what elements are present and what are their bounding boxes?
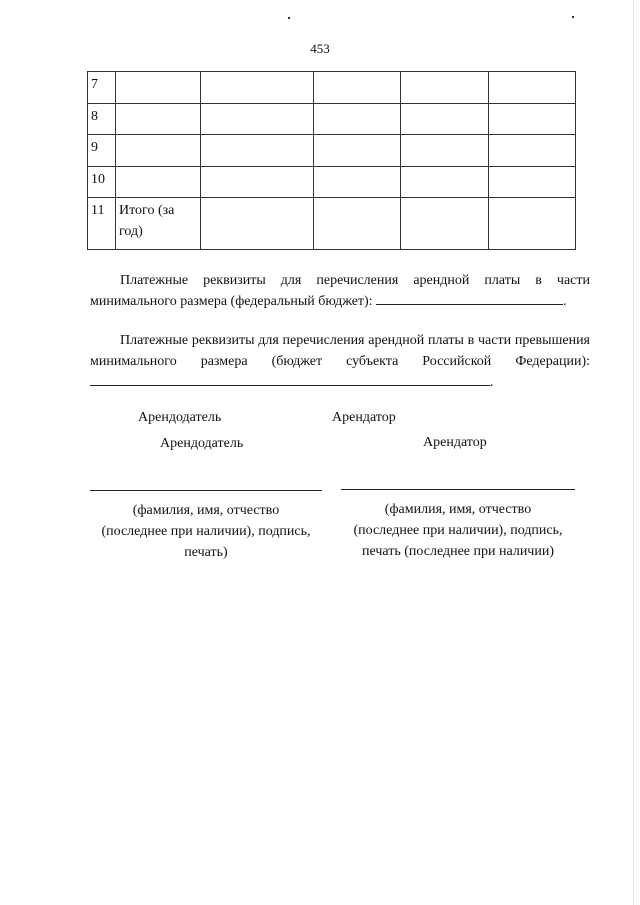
- total-label: Итого (за год): [116, 198, 201, 250]
- table-cell: [201, 72, 314, 104]
- landlord-label: Арендодатель: [138, 410, 222, 425]
- row-number: 8: [88, 104, 116, 135]
- table-cell: [489, 72, 576, 104]
- row-number: 9: [88, 135, 116, 167]
- table-row: [88, 104, 576, 135]
- landlord-signature-line: [90, 490, 322, 491]
- row-number: 7: [88, 72, 116, 104]
- federal-budget-text: Платежные реквизиты для перечисления арендной платы в части минимального размера (федеральный бюджет):: [90, 273, 590, 309]
- row-number: 11: [88, 198, 116, 250]
- regional-budget-paragraph: [90, 330, 590, 393]
- table-cell: [116, 135, 201, 167]
- federal-budget-blank: [376, 291, 563, 305]
- tenant-signature-caption: (фамилия, имя, отчество (последнее при наличии), подпись, печать (последнее при наличии): [353, 502, 563, 559]
- table-cell: [201, 198, 314, 250]
- regional-budget-blank: [90, 372, 490, 386]
- tenant-label: Арендатор: [332, 410, 396, 425]
- scan-artifact-dot: [572, 16, 574, 18]
- table-cell: [489, 198, 576, 250]
- table-cell: [201, 167, 314, 198]
- table-cell: [314, 135, 401, 167]
- table-cell: [401, 72, 489, 104]
- table-cell: [314, 167, 401, 198]
- table-cell: [489, 104, 576, 135]
- table-cell: [401, 104, 489, 135]
- scan-edge-line: [633, 0, 634, 905]
- table-row-total: [88, 198, 576, 250]
- table-row: [88, 135, 576, 167]
- table-cell: [116, 72, 201, 104]
- regional-budget-text: Платежные реквизиты для перечисления арендной платы в части превышения минимального размера (бюджет субъекта Российской Федерации):: [90, 333, 590, 369]
- table-cell: [314, 198, 401, 250]
- table-cell: [201, 135, 314, 167]
- row-number: 10: [88, 167, 116, 198]
- table-cell: [314, 104, 401, 135]
- table-cell: [314, 72, 401, 104]
- table-cell: [401, 135, 489, 167]
- federal-budget-end: .: [563, 294, 567, 309]
- table-cell: [116, 104, 201, 135]
- landlord-label-secondary: Арендодатель: [160, 436, 244, 451]
- table-cell: [116, 167, 201, 198]
- table-row: [88, 72, 576, 104]
- table-row: [88, 167, 576, 198]
- table-cell: [201, 104, 314, 135]
- table-cell: [489, 135, 576, 167]
- tenant-signature-line: [341, 489, 575, 490]
- tenant-label-secondary: Арендатор: [423, 435, 487, 450]
- federal-budget-paragraph: [90, 270, 590, 312]
- table-cell: [489, 167, 576, 198]
- table-cell: [401, 198, 489, 250]
- scan-artifact-dot: [288, 17, 290, 19]
- landlord-signature-caption: (фамилия, имя, отчество (последнее при наличии), подпись, печать): [101, 503, 311, 560]
- table-cell: [401, 167, 489, 198]
- page-number: 453: [310, 41, 330, 56]
- payment-table: [87, 71, 576, 250]
- regional-budget-end: .: [490, 375, 494, 390]
